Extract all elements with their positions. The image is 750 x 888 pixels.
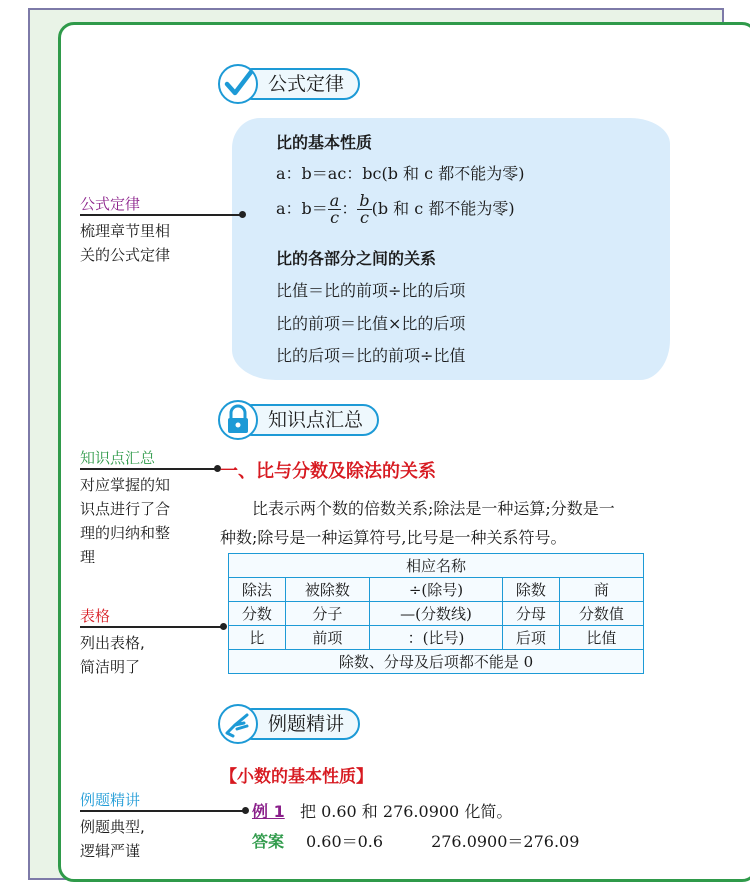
denominator: c [330,208,340,227]
table-cell: 比 [229,626,286,650]
table-footer-row [229,650,644,674]
formula-line: 比的前项＝比值×比的后项 [276,314,466,333]
side-note-text: 对应掌握的知 [80,476,171,494]
side-note-formulas [80,192,170,267]
table-cell: ÷(除号) [369,578,502,602]
pointing-hand-icon [218,704,258,744]
table-cell: 分数 [229,602,286,626]
table-header: 相应名称 [229,554,644,578]
connector-dot [239,211,246,218]
side-note-text: 简洁明了 [80,658,141,676]
denominator: c [360,208,369,227]
table-cell: 后项 [503,626,560,650]
side-note-label: 知识点汇总 [80,449,156,467]
table-footer: 除数、分母及后项都不能是 0 [229,650,644,674]
table-cell: 商 [559,578,643,602]
side-note-text: 梳理章节里相 [80,222,171,240]
section-title: 例题精讲 [236,708,360,740]
side-note-text: 识点进行了合 [80,500,171,518]
fraction [357,193,371,226]
section-title: 公式定律 [236,68,360,100]
ratio-sign: ： [341,199,358,218]
knowledge-heading: 一、比与分数及除法的关系 [220,461,436,482]
formula-heading: 比的基本性质 [276,133,373,152]
table-cell: 分数值 [559,602,643,626]
knowledge-paragraph: 种数;除号是一种运算符号,比号是一种关系符号。 [220,528,567,547]
formula-line: 比的后项＝比的前项÷比值 [276,346,466,365]
side-note-text: 例题典型, [80,818,145,836]
example-heading: 【小数的基本性质】 [220,767,373,787]
example-label: 例 1 [252,802,285,821]
connector-line [80,214,242,216]
comparison-table [228,553,644,674]
side-note-label: 公式定律 [80,195,141,213]
connector-dot [220,623,227,630]
side-note-examples [80,788,145,863]
fraction [328,193,342,226]
connector-dot [242,807,249,814]
table-cell: 前项 [285,626,369,650]
table-cell: 除法 [229,578,286,602]
numerator: a [329,191,340,210]
table-cell: 分母 [503,602,560,626]
table-row [229,602,644,626]
table-cell: ：(比号) [369,626,502,650]
side-note-table [80,604,145,679]
table-header-row [229,554,644,578]
section-title: 知识点汇总 [236,404,379,436]
formula-line: 比值＝比的前项÷比的后项 [276,281,466,300]
formula-prefix: a：b＝ [276,199,328,218]
checkmark-icon [218,64,258,104]
side-note-label: 例题精讲 [80,791,141,809]
example-question: 把 0.60 和 276.0900 化简。 [300,802,513,821]
formula-suffix: (b 和 c 都不能为零) [371,199,515,218]
side-note-text: 逻辑严谨 [80,842,141,860]
side-note-label: 表格 [80,607,111,625]
table-cell: 被除数 [285,578,369,602]
example-answer: 0.60＝0.6 276.0900＝276.09 [306,832,580,851]
connector-line [80,468,218,470]
side-note-knowledge [80,446,170,569]
table-cell: 除数 [503,578,560,602]
formula-line: a：b＝ac：bc(b 和 c 都不能为零) [276,164,525,183]
knowledge-paragraph: 比表示两个数的倍数关系;除法是一种运算;分数是一 [252,499,615,518]
table-row [229,578,644,602]
side-note-text: 理 [80,548,96,566]
padlock-icon [218,400,258,440]
side-note-text: 列出表格, [80,634,145,652]
formula-heading: 比的各部分之间的关系 [276,249,437,268]
side-note-text: 关的公式定律 [80,246,171,264]
side-note-text: 理的归纳和整 [80,524,171,542]
table-cell: 分子 [285,602,369,626]
connector-line [80,810,246,812]
connector-line [80,626,224,628]
table-cell: —(分数线) [369,602,502,626]
answer-label: 答案 [252,832,285,851]
table-row [229,626,644,650]
numerator: b [359,191,370,210]
formula-fraction-line [276,193,515,226]
table-cell: 比值 [559,626,643,650]
